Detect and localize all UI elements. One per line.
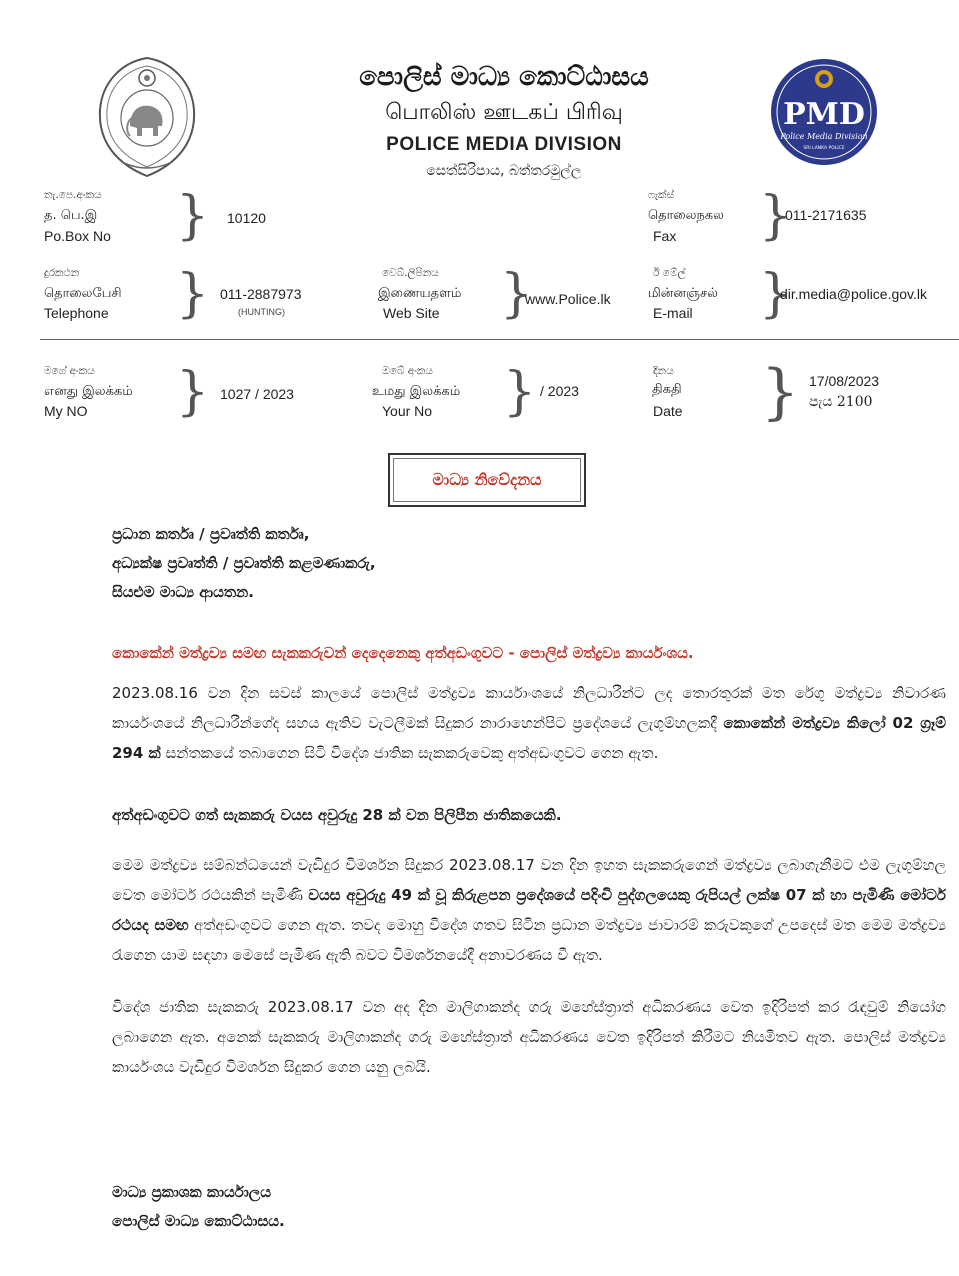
date-label-ta: திகதி (652, 382, 682, 397)
police-crest-logo (92, 52, 202, 182)
brace-tel: } (176, 264, 210, 324)
pmd-logo-text: PMD (783, 97, 865, 132)
pmd-logo-subtext2: SRI LANKA POLICE (803, 146, 845, 151)
fax-label-en: Fax (653, 228, 677, 244)
tel-label-en: Telephone (44, 305, 109, 321)
yourno-label-en: Your No (382, 403, 433, 419)
brace-fax: } (759, 186, 793, 246)
addressee-line-1: ප්‍රධාන කර්තෘ / ප්‍රවෘත්ති කර්තෘ, (112, 525, 310, 543)
paragraph-3-part-c: අත්අඩංගුවට ගෙන ඇත. තවද මොහු විදේශ ගතව සිටින ප්‍රධාන මත්ද්‍රව්‍ය ජාවාරම් කරුවකුගේ උපදෙස් මත මෙම මත්ද්‍රව්‍ය රැගෙන යාම සඳහා මෙසේ පැමිණ ඇති බවට විමර්ශනයේදී අනාවරණය වී ඇත. (112, 916, 946, 964)
brace-pobox: } (176, 186, 210, 246)
web-label-en: Web Site (383, 305, 440, 321)
signoff-block (112, 1178, 285, 1236)
paragraph-3-part-a: මෙම මත්ද්‍රව්‍ය සම්බන්ධයෙන් වැඩිදුර විමර්ශන සිදුකර 2023.08.17 වන දින ඉහත සැකකරුගෙන් මත්ද්‍රව්‍ය ලබාගැනීමට එම ලැගුම්හල වෙත මෝටර් රථයකින් පැමිණි (112, 856, 946, 904)
brace-email: } (759, 264, 793, 324)
signoff-line-2: පොලිස් මාධ්‍ය කොට්ඨාසය. (112, 1212, 285, 1230)
myno-label-ta: எனது இலக்கம் (44, 384, 133, 399)
signoff-line-1: මාධ්‍ය ප්‍රකාශක කාර්යාලය (112, 1183, 272, 1201)
web-value[interactable]: www.Police.lk (525, 291, 611, 307)
pmd-logo-subtext: Police Media Division (780, 132, 868, 141)
yourno-value: / 2023 (540, 383, 579, 399)
divider-line (40, 339, 959, 340)
paragraph-3 (112, 850, 946, 970)
date-value: 17/08/2023 (809, 373, 880, 389)
tel-label-ta: தொலைபேசி (44, 286, 122, 301)
address: සෙත්සිරිපාය, බත්තරමුල්ල (426, 163, 582, 179)
tel-hunting-note: (HUNTING) (238, 307, 285, 317)
email-label-ta: மின்னஞ்சல் (648, 286, 718, 301)
addressee-block (112, 520, 376, 607)
myno-label-en: My NO (44, 403, 88, 419)
notice-title-box (388, 453, 586, 507)
date-label-en: Date (653, 403, 683, 419)
paragraph-1-part-a: 2023.08.16 වන දින සවස් කාලයේ පොලිස් මත්ද්‍රව්‍ය කාර්යාංශයේ නිලධාරීන්ට ලද තොරතුරක් මත රේගු මත්ද්‍රව්‍ය නිවාරණ කාර්යංශයේ නිලධාරීන්ගේද සහය ඇතිව වැටලීමක් සිදුකර නාරාහෙන්පිට ප්‍රදේශයේ ලැගුම්හලකදී (112, 684, 946, 732)
title-tamil: பொலிஸ் ஊடகப் பிரிவு (385, 100, 623, 125)
tel-value: 011-2887973 (220, 286, 302, 302)
email-label-en: E-mail (653, 305, 693, 321)
paragraph-3-bold: වයස අවුරුදු 49 ක් වූ කිරුළපන ප්‍රදේශයේ පදිංචි පුද්ගලයෙකු රුපියල් ලක්ෂ 07 ක් හා පැමිණි මෝටර් රථයද සමඟ (112, 886, 946, 934)
myno-label-si: මගේ අංකය (44, 365, 95, 377)
web-label-si: වෙබ්.ලිපිනය (382, 267, 439, 279)
paragraph-1-part-c: සන්තකයේ තබාගෙන සිටි විදේශ ජාතික සැකකරුවෙකු අත්අඩංගුවට ගෙන ඇත. (160, 744, 659, 762)
pobox-label-en: Po.Box No (44, 228, 111, 244)
myno-value: 1027 / 2023 (220, 386, 294, 402)
pobox-value: 10120 (227, 210, 266, 226)
fax-label-si: ෆැක්ස් (648, 189, 675, 201)
paragraph-1 (112, 678, 946, 768)
fax-label-ta: தொலைநகல (648, 208, 724, 223)
pobox-label-ta: த. பெ.இ (44, 208, 98, 223)
email-label-si: ඊ මේල් (653, 267, 686, 279)
paragraph-4: විදේශ ජාතික සැකකරු 2023.08.17 වන අද දින මාලිගාකන්ද ගරු මහේස්ත්‍රාත් අධිකරණය වෙත ඉදිරිපත් කර රැඳවුම් නියෝග ලබාගෙන ඇත. අනෙක් සැකකරු මාලිගාකන්ද ගරු මහේස්ත්‍රාත් අධිකරණය වෙත ඉදිරිපත් කිරීමට නියමිතව ඇත. පොලිස් මත්ද්‍රව්‍ය කාර්යංශය වැඩිදුර විමර්ශන සිදුකර ගෙන යනු ලබයි. (112, 998, 946, 1076)
brace-date: } (761, 357, 800, 427)
date-time: පැය 2100 (809, 394, 873, 410)
headline: කොකේන් මත්ද්‍රව්‍ය සමඟ සැකකරුවන් දෙදෙනෙකු අත්අඩංගුවට - පොලිස් මත්ද්‍රව්‍ය කාර්යංශය. (112, 644, 694, 662)
tel-label-si: දුරකථන (44, 267, 80, 279)
title-english: POLICE MEDIA DIVISION (386, 134, 622, 155)
pmd-logo (769, 57, 879, 167)
title-sinhala: පොලිස් මාධ්‍ය කොට්ඨාසය (359, 62, 649, 92)
paragraph-1-bold: කොකේන් මත්ද්‍රව්‍ය කිලෝ 02 ග්‍රෑම් 294 ක් (112, 714, 946, 762)
yourno-label-si: ඔබේ අංකය (382, 365, 433, 377)
addressee-line-2: අධ්‍යක්ෂ ප්‍රවෘත්ති / ප්‍රවෘත්ති කළමණාකරු, (112, 554, 376, 572)
email-value[interactable]: dir.media@police.gov.lk (780, 286, 928, 302)
yourno-label-ta: உமது இலக்கம் (372, 384, 461, 399)
fax-value: 011-2171635 (785, 207, 867, 223)
brace-yourno: } (503, 362, 537, 422)
pobox-label-si: තැ.පෙ.අංකය (44, 189, 102, 201)
paragraph-2: අත්අඩංගුවට ගත් සැකකරු වයස අවුරුදු 28 ක් වන පිලිපීන ජාතිකයෙකි. (112, 806, 562, 824)
addressee-line-3: සියළුම මාධ්‍ය ආයතන. (112, 583, 254, 601)
date-label-si: දිනය (653, 365, 674, 377)
brace-web: } (500, 264, 534, 324)
notice-title: මාධ්‍ය නිවේදනය (432, 470, 542, 489)
brace-myno: } (176, 362, 210, 422)
web-label-ta: இணையதளம் (378, 286, 462, 301)
